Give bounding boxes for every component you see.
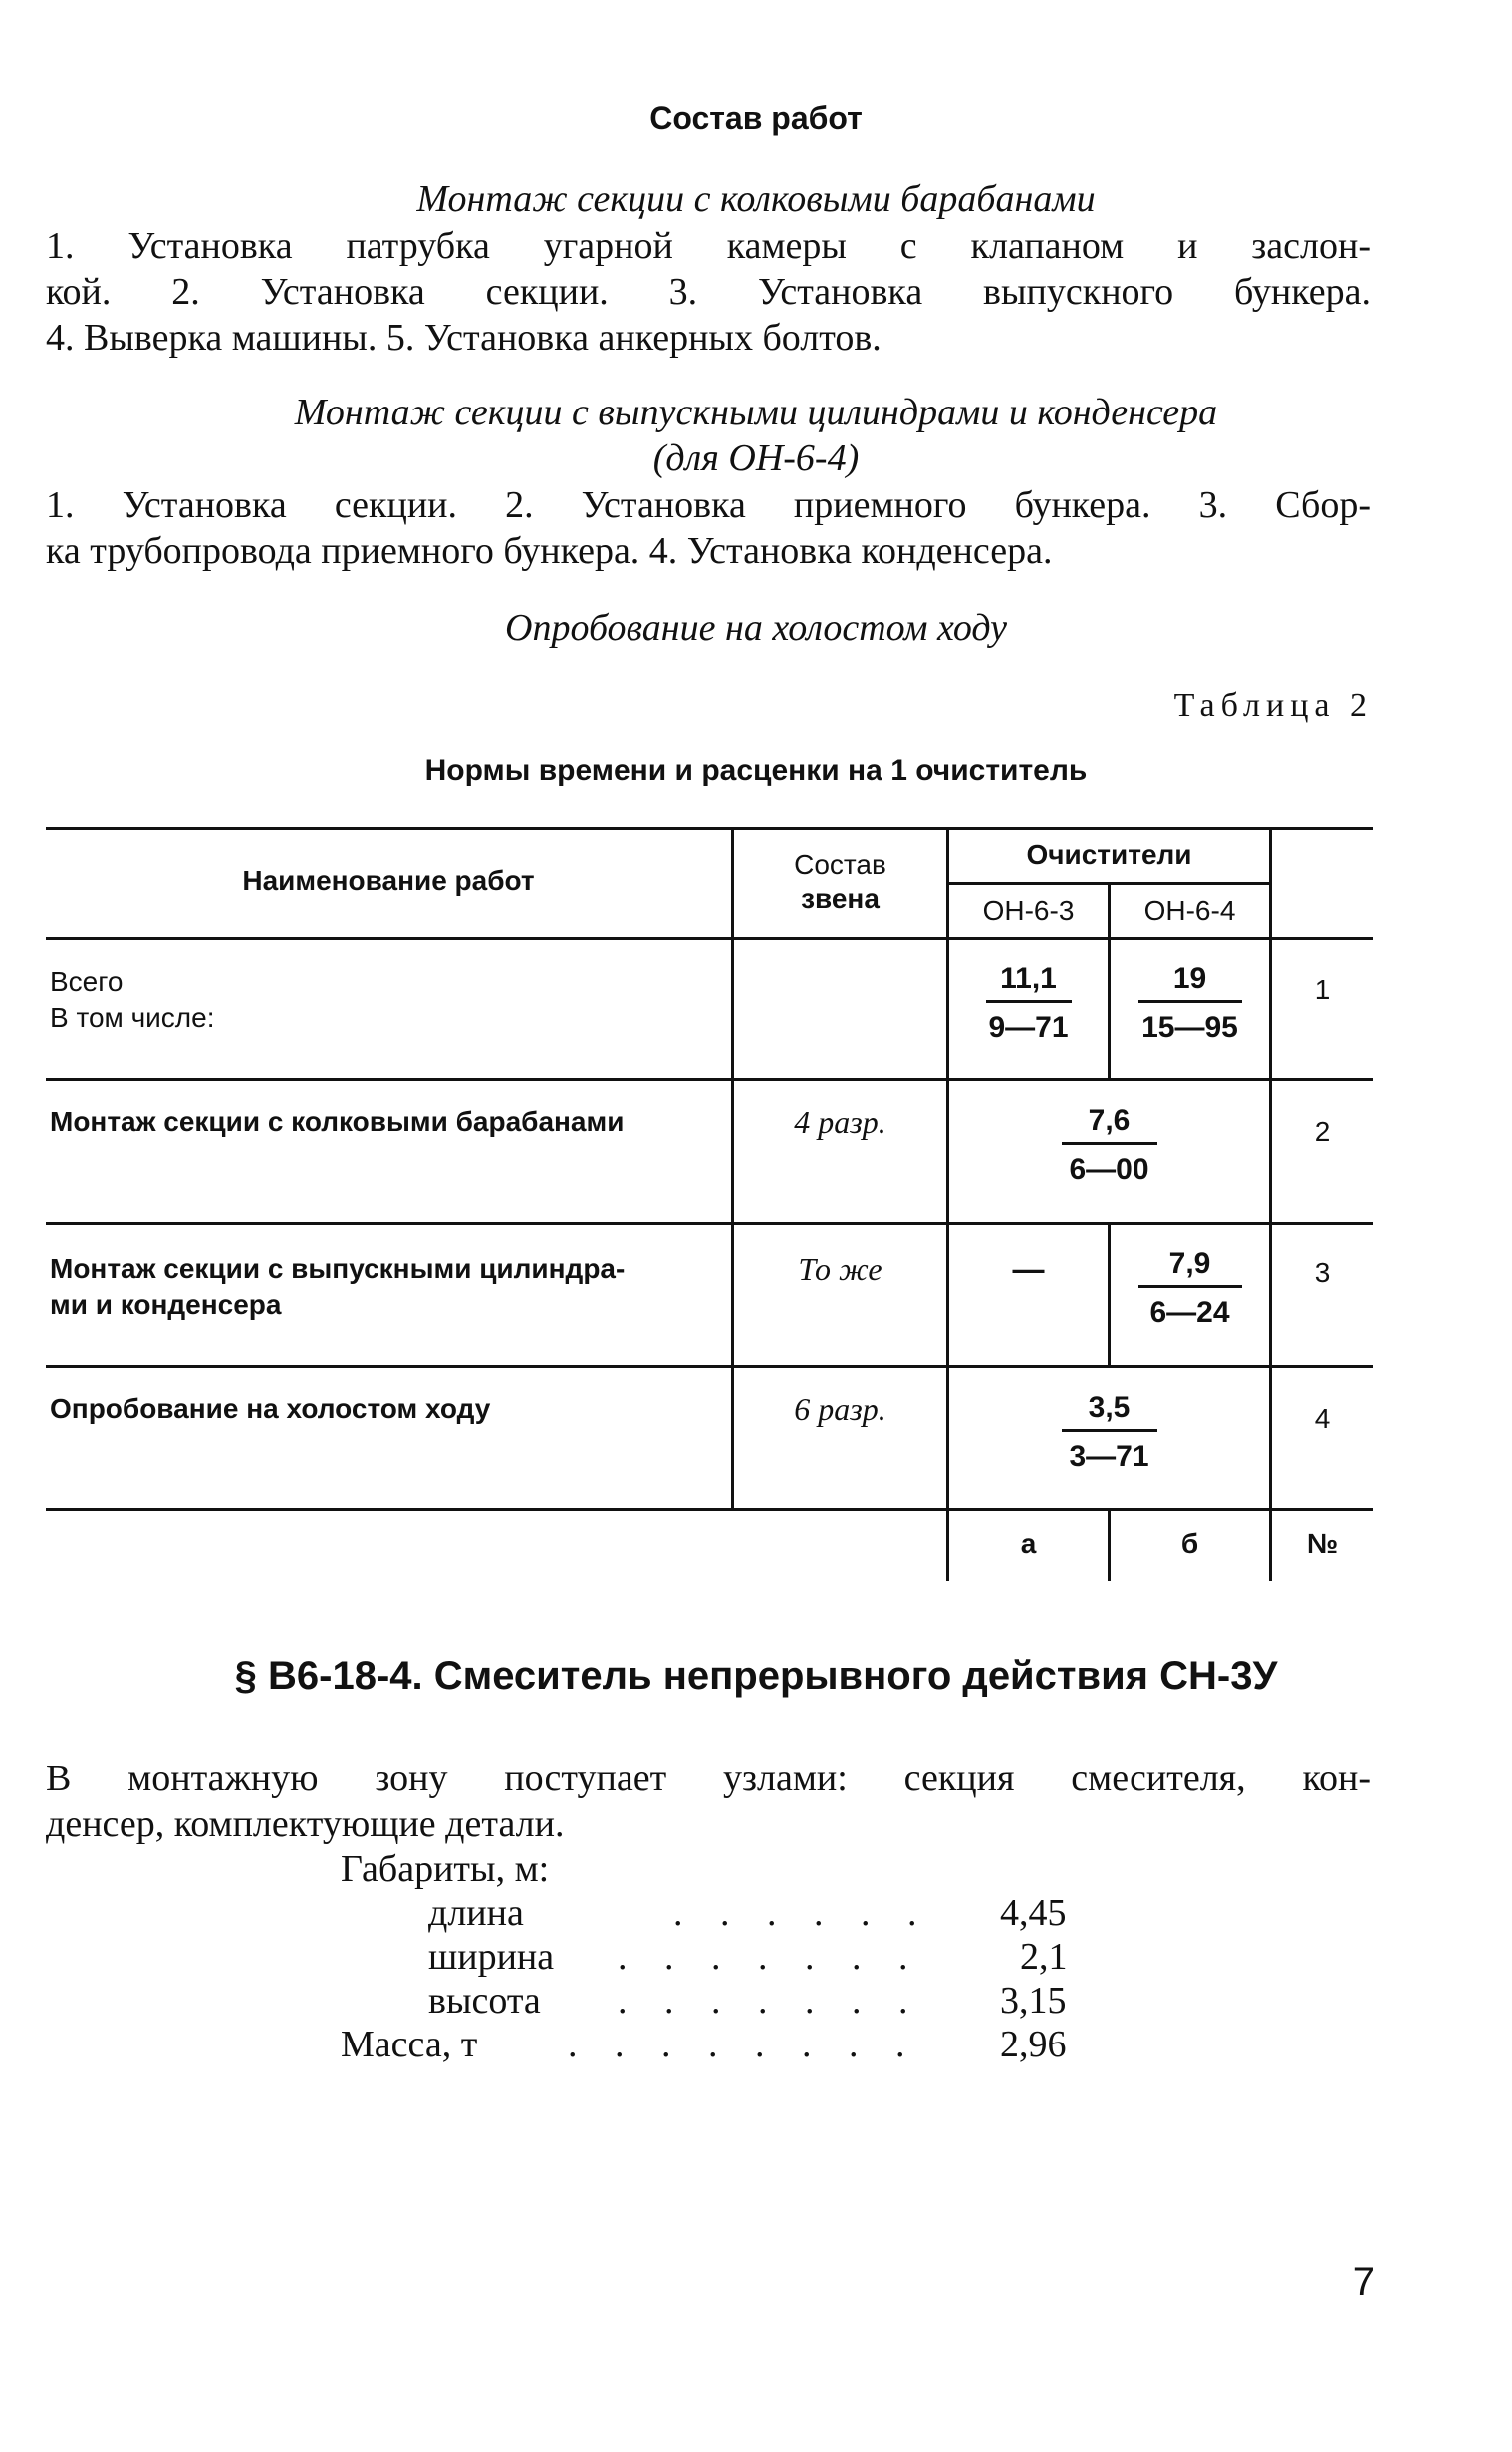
mass-label: Масса, т — [341, 2024, 478, 2065]
table-rule — [46, 1365, 1373, 1368]
sec1-line: кой. 2. Установка секции. 3. Установка выпускного бункера. — [46, 271, 1371, 313]
sec2-line: ка трубопровода приемного бункера. 4. Установка конденсера. — [46, 530, 1053, 572]
mass-value: 2,96 — [1000, 2024, 1067, 2065]
row1-b-norm: 19 — [1172, 962, 1207, 995]
row2-name: Монтаж секции с колковыми барабанами — [50, 1106, 625, 1137]
sec1-line: 4. Выверка машины. 5. Установка анкерных болтов. — [46, 317, 882, 359]
table-rule — [46, 1222, 1373, 1225]
leader-dots: . . . . . . — [673, 1892, 931, 1934]
header-name: Наименование работ — [242, 865, 535, 896]
row4-number: 4 — [1314, 1403, 1331, 1434]
row2-value-merged — [949, 1102, 1269, 1189]
section-title: § В6-18-4. Смеситель непрерывного действия СН-3У — [234, 1654, 1278, 1698]
sec2-line: 1. Установка секции. 2. Установка приемного бункера. 3. Сбор- — [46, 484, 1371, 526]
row3-name-line1: Монтаж секции с выпускными цилиндра- — [50, 1253, 626, 1284]
sec1-paragraph — [46, 223, 1371, 361]
section4-intro — [46, 1756, 1371, 1847]
row1-name-line2: В том числе: — [50, 1002, 215, 1033]
row1-value-b — [1111, 960, 1269, 1047]
leader-dots: . . . . . . . — [618, 1936, 922, 1978]
spec-label: длина — [428, 1892, 524, 1934]
fraction-bar — [986, 1000, 1072, 1003]
sec3-title: Опробование на холостом ходу — [505, 607, 1007, 649]
fraction-bar — [1138, 1000, 1242, 1003]
table-rule — [46, 827, 1373, 830]
works-heading: Состав работ — [649, 100, 863, 136]
sec1-line: 1. Установка патрубка угарной камеры с клапаном и заслон- — [46, 225, 1371, 267]
fraction-bar — [1062, 1429, 1157, 1432]
sec2-paragraph — [46, 482, 1371, 574]
row3-a-dash: — — [1012, 1251, 1045, 1287]
row3-number: 3 — [1314, 1257, 1331, 1288]
row1-value-a — [949, 960, 1108, 1047]
row3-name-line2: ми и конденсера — [50, 1289, 282, 1320]
leader-dots: . . . . . . . . — [568, 2024, 919, 2065]
table-rule — [1269, 827, 1272, 1581]
row1-number: 1 — [1314, 974, 1331, 1005]
sec2-title-line1: Монтаж секции с выпускными цилиндрами и конденсера — [294, 392, 1218, 433]
header-crew-line1: Состав — [794, 849, 886, 880]
row4-norm: 3,5 — [1088, 1391, 1131, 1424]
row1-a-rate: 9—71 — [988, 1011, 1069, 1044]
table-title: Нормы времени и расценки на 1 очиститель — [424, 754, 1088, 787]
row2-crew: 4 разр. — [794, 1104, 886, 1140]
table-rule — [46, 1078, 1373, 1081]
norms-table — [46, 827, 1373, 1581]
row4-name: Опробование на холостом ходу — [50, 1393, 491, 1424]
row2-norm: 7,6 — [1088, 1104, 1131, 1137]
spec-label: ширина — [428, 1936, 555, 1978]
row3-b-norm: 7,9 — [1168, 1247, 1211, 1280]
footer-col-b: б — [1180, 1528, 1199, 1559]
row4-rate: 3—71 — [1069, 1440, 1149, 1473]
fraction-bar — [1062, 1142, 1157, 1145]
header-crew-line2: звена — [801, 883, 880, 914]
row2-rate: 6—00 — [1069, 1153, 1149, 1186]
row4-value-merged — [949, 1389, 1269, 1476]
table-label: Таблица 2 — [1173, 687, 1373, 724]
sec1-title: Монтаж секции с колковыми барабанами — [416, 178, 1096, 220]
row2-number: 2 — [1314, 1116, 1331, 1147]
footer-col-a: а — [1020, 1528, 1037, 1559]
header-col-a: ОН-6-3 — [982, 895, 1075, 926]
spec-value: 4,45 — [1000, 1892, 1067, 1934]
header-col-b: ОН-6-4 — [1143, 895, 1236, 926]
row1-name-line1: Всего — [50, 966, 124, 997]
row3-crew: То же — [798, 1251, 882, 1287]
footer-col-number: № — [1306, 1528, 1339, 1559]
spec-label: высота — [428, 1980, 541, 2022]
fraction-bar — [1138, 1285, 1242, 1288]
page-number: 7 — [1352, 2260, 1375, 2304]
row1-b-rate: 15—95 — [1141, 1011, 1238, 1044]
table-rule — [46, 937, 1373, 940]
dims-label: Габариты, м: — [341, 1848, 550, 1890]
table-rule — [46, 1508, 1373, 1511]
leader-dots: . . . . . . . — [618, 1980, 922, 2022]
spec-value: 2,1 — [1020, 1936, 1068, 1978]
header-group: Очистители — [1026, 839, 1192, 870]
row1-a-norm: 11,1 — [1000, 962, 1057, 995]
row3-b-rate: 6—24 — [1149, 1296, 1230, 1329]
intro-line: денсер, комплектующие детали. — [46, 1803, 565, 1845]
spec-value: 3,15 — [1000, 1980, 1067, 2022]
row4-crew: 6 разр. — [794, 1391, 886, 1427]
intro-line: В монтажную зону поступает узлами: секция смесителя, кон- — [46, 1758, 1371, 1799]
row3-value-b — [1111, 1245, 1269, 1332]
sec2-title-line2: (для ОН-6-4) — [652, 437, 860, 479]
